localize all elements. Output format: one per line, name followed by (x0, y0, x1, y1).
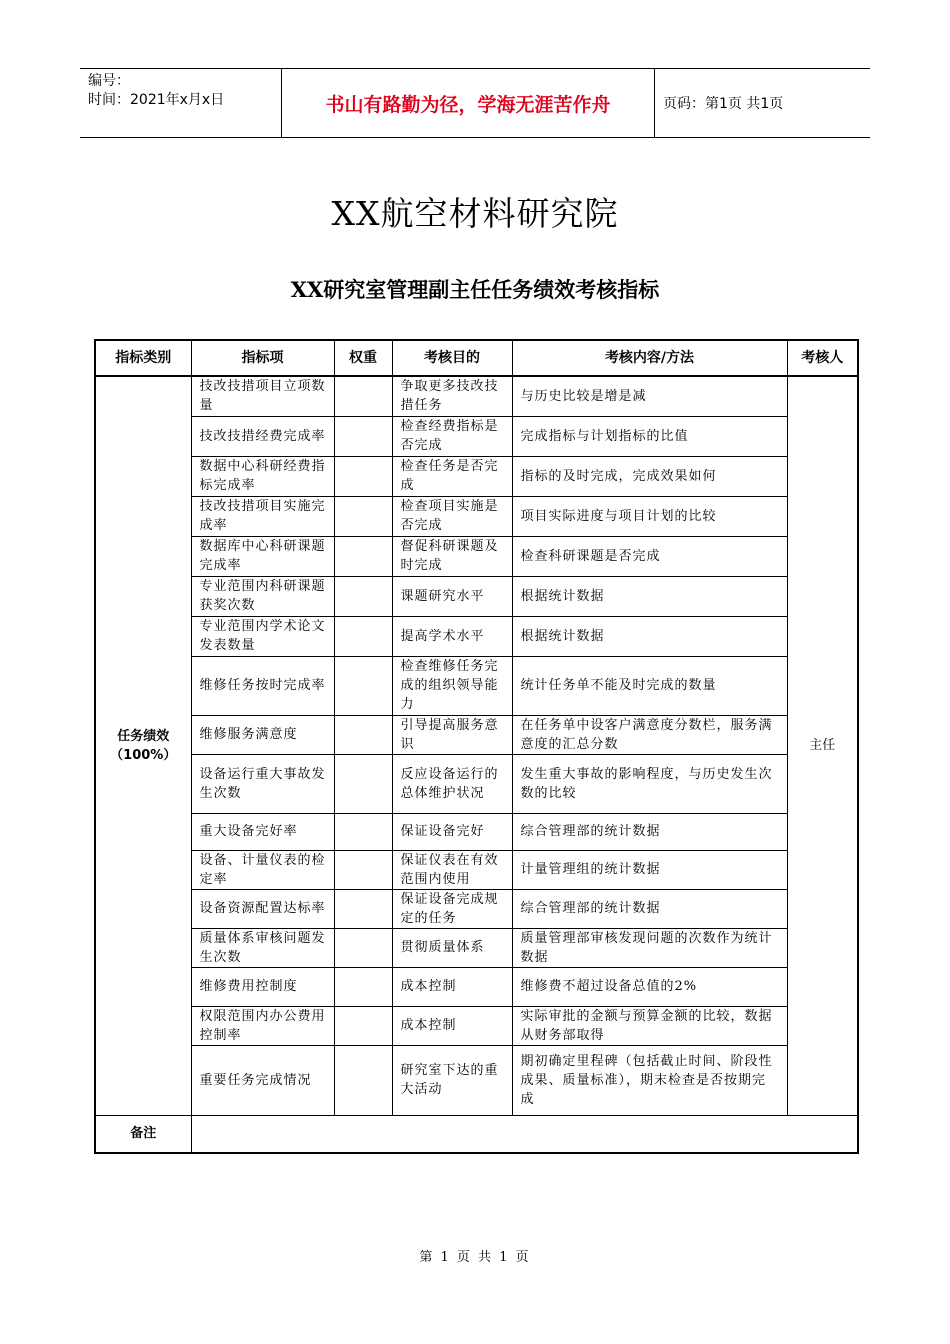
header-weight: 权重 (334, 340, 392, 376)
purpose-cell: 保证仪表在有效范围内使用 (392, 850, 512, 889)
table-row (95, 967, 858, 1006)
header-divider (654, 69, 655, 137)
item-cell: 技改技措经费完成率 (191, 416, 334, 456)
item-cell: 重要任务完成情况 (191, 1045, 334, 1115)
table-row (95, 715, 858, 754)
purpose-cell: 争取更多技改技措任务 (392, 376, 512, 416)
item-cell: 数据中心科研经费指标完成率 (191, 456, 334, 496)
method-cell: 质量管理部审核发现问题的次数作为统计数据 (512, 928, 787, 967)
weight-cell (334, 656, 392, 715)
purpose-cell: 检查经费指标是否完成 (392, 416, 512, 456)
header-category: 指标类别 (95, 340, 191, 376)
item-cell: 专业范围内学术论文发表数量 (191, 616, 334, 656)
category-weight: （100%） (110, 747, 177, 763)
header-rater: 考核人 (787, 340, 858, 376)
item-cell: 设备资源配置达标率 (191, 889, 334, 928)
table-row (95, 1045, 858, 1115)
weight-cell (334, 889, 392, 928)
table-row (95, 616, 858, 656)
item-cell: 权限范围内办公费用控制率 (191, 1006, 334, 1045)
org-title: XX航空材料研究院 (331, 194, 619, 233)
header-meta (88, 72, 224, 110)
method-cell: 综合管理部的统计数据 (512, 889, 787, 928)
weight-cell (334, 496, 392, 536)
category-label: 任务绩效 (117, 728, 170, 744)
weight-cell (334, 616, 392, 656)
table-header-row (95, 340, 858, 376)
weight-cell (334, 536, 392, 576)
method-cell: 维修费不超过设备总值的2% (512, 967, 787, 1006)
item-cell: 设备、计量仪表的检定率 (191, 850, 334, 889)
doc-title: XX研究室管理副主任任务绩效考核指标 (290, 277, 660, 302)
purpose-cell: 成本控制 (392, 1006, 512, 1045)
purpose-cell: 成本控制 (392, 967, 512, 1006)
item-cell: 设备运行重大事故发生次数 (191, 754, 334, 813)
table-row (95, 456, 858, 496)
table-row (95, 813, 858, 850)
table-row (95, 376, 858, 416)
item-cell: 质量体系审核问题发生次数 (191, 928, 334, 967)
method-cell: 在任务单中设客户满意度分数栏，服务满意度的汇总分数 (512, 715, 787, 754)
item-cell: 数据库中心科研课题完成率 (191, 536, 334, 576)
table-row (95, 1006, 858, 1045)
purpose-cell: 提高学术水平 (392, 616, 512, 656)
motto: 书山有路勤为径，学海无涯苦作舟 (325, 93, 611, 116)
purpose-cell: 检查项目实施是否完成 (392, 496, 512, 536)
purpose-cell: 保证设备完成规定的任务 (392, 889, 512, 928)
time-label: 时间：2021年x月x日 (88, 92, 225, 108)
method-cell: 与历史比较是增是减 (512, 376, 787, 416)
method-cell: 根据统计数据 (512, 576, 787, 616)
weight-cell (334, 1045, 392, 1115)
table-row (95, 754, 858, 813)
method-cell: 发生重大事故的影响程度，与历史发生次数的比较 (512, 754, 787, 813)
method-cell: 完成指标与计划指标的比值 (512, 416, 787, 456)
item-cell: 维修费用控制度 (191, 967, 334, 1006)
table-row (95, 850, 858, 889)
page-code: 页码：第1页 共1页 (663, 96, 784, 112)
purpose-cell: 研究室下达的重大活动 (392, 1045, 512, 1115)
purpose-cell: 反应设备运行的总体维护状况 (392, 754, 512, 813)
item-cell: 维修服务满意度 (191, 715, 334, 754)
note-row (95, 1115, 858, 1153)
purpose-cell: 引导提高服务意识 (392, 715, 512, 754)
table-row (95, 496, 858, 536)
purpose-cell: 课题研究水平 (392, 576, 512, 616)
method-cell: 统计任务单不能及时完成的数量 (512, 656, 787, 715)
weight-cell (334, 754, 392, 813)
weight-cell (334, 715, 392, 754)
purpose-cell: 检查维修任务完成的组织领导能力 (392, 656, 512, 715)
kpi-table (94, 339, 859, 1154)
note-label: 备注 (95, 1115, 191, 1153)
header-method: 考核内容/方法 (512, 340, 787, 376)
table-row (95, 416, 858, 456)
header-item: 指标项 (191, 340, 334, 376)
method-cell: 期初确定里程碑（包括截止时间、阶段性成果、质量标准），期末检查是否按期完成 (512, 1045, 787, 1115)
purpose-cell: 保证设备完好 (392, 813, 512, 850)
item-cell: 重大设备完好率 (191, 813, 334, 850)
weight-cell (334, 967, 392, 1006)
method-cell: 实际审批的金额与预算金额的比较，数据从财务部取得 (512, 1006, 787, 1045)
purpose-cell: 检查任务是否完成 (392, 456, 512, 496)
page-footer: 第 1 页 共 1 页 (419, 1250, 531, 1265)
method-cell: 项目实际进度与项目计划的比较 (512, 496, 787, 536)
table-row (95, 576, 858, 616)
item-cell: 专业范围内科研课题获奖次数 (191, 576, 334, 616)
method-cell: 计量管理组的统计数据 (512, 850, 787, 889)
rater-cell: 主任 (787, 376, 858, 1115)
table-row (95, 928, 858, 967)
weight-cell (334, 456, 392, 496)
weight-cell (334, 576, 392, 616)
table-row (95, 889, 858, 928)
method-cell: 根据统计数据 (512, 616, 787, 656)
weight-cell (334, 376, 392, 416)
purpose-cell: 督促科研课题及时完成 (392, 536, 512, 576)
method-cell: 检查科研课题是否完成 (512, 536, 787, 576)
weight-cell (334, 416, 392, 456)
item-cell: 技改技措项目立项数量 (191, 376, 334, 416)
purpose-cell: 贯彻质量体系 (392, 928, 512, 967)
table-row (95, 536, 858, 576)
method-cell: 综合管理部的统计数据 (512, 813, 787, 850)
weight-cell (334, 1006, 392, 1045)
number-label: 编号： (88, 73, 130, 89)
category-cell (95, 376, 191, 1115)
item-cell: 维修任务按时完成率 (191, 656, 334, 715)
table-row (95, 656, 858, 715)
weight-cell (334, 813, 392, 850)
note-value (191, 1115, 858, 1153)
header-purpose: 考核目的 (392, 340, 512, 376)
item-cell: 技改技措项目实施完成率 (191, 496, 334, 536)
weight-cell (334, 928, 392, 967)
method-cell: 指标的及时完成，完成效果如何 (512, 456, 787, 496)
weight-cell (334, 850, 392, 889)
document-header (80, 68, 870, 138)
